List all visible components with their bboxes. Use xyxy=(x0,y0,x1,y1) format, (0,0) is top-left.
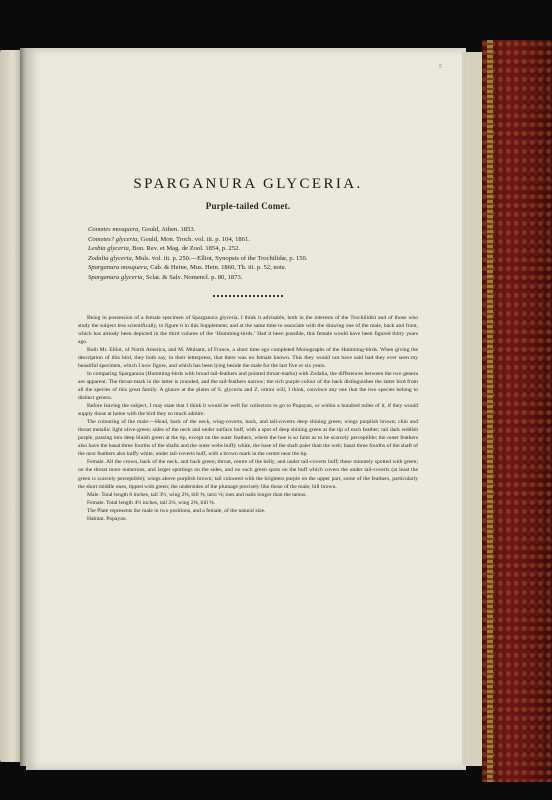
body-paragraph: The Plate represents the male in two positions, and a female, of the natural size. xyxy=(87,507,266,514)
body-paragraph: Before leaving the subject, I may state that I think it would be well for collectors to go to Popayan, or within a hundred miles of it, if they would supply those at home with the bird they so much admire. xyxy=(78,403,418,418)
book-cover-gilt-rule xyxy=(487,40,493,782)
page-content xyxy=(78,176,418,523)
synonym-item: Cometes? glyceria, Gould, Mon. Troch. vol. iii. p. 104, 1861. xyxy=(88,235,250,243)
left-page-edge xyxy=(0,50,22,762)
page-edges xyxy=(462,52,484,766)
folio-number: 5 xyxy=(439,64,442,70)
body-paragraph: Being in possession of a female specimen of Sparganura glyceria, I think it advisable, both in the interests of the Trochilidist and of those who study the subject less scientifically, to figure it in this Supplement, and at the same time to associate with the drawing one of the male, back and front, which has already been depicted in the third volume of the ‘Humming-birds.’ Had it been possible, this female would have been figured thirty years ago. xyxy=(78,314,418,345)
body-paragraph: Female. All the crown, back of the neck, and back green; throat, centre of the belly, and under tail-coverts buff; these minutely spotted with green; on the throat more numerous, and larger spottings on the sides, and no such green spots on the buff which covers the under tail-coverts (at least the green is scarcely perceptible); wings above purplish brown; tail coloured with the brightest purple on the upper part, some of the feathers, particularly the short middle ones, tipped with green; the undersides of the plumage precisely like those of the male; bill brown. xyxy=(78,459,418,490)
body-paragraph: The colouring of the male:—Head, back of the neck, wing-coverts, back, and tail-coverts deep shining green; wings purplish brown; chin and throat metallic light olive-green; sides of the neck and under surface buff, with a spot of deep shining green at the tip of each feather; tail dark reddish purple, passing into deep bluish green at the tip, except on the outer feathers, where the hue is so faint as to be scarcely perceptible; the outer feathers also have the basal three fourths of the shafts and the outer webs buffy white, the base of the shaft paler than the web; basal three fourths of the shaft of the next feathers also buffy white; under tail-coverts buff, with a brown mark in the centre near the tip. xyxy=(78,419,418,458)
body-paragraph: Habitat. Popayan. xyxy=(87,515,127,522)
synonym-item: Zodalia glyceria, Muls. vol. iii. p. 250.—Elliot, Synopsis of the Trochilidæ, p. 150. xyxy=(88,254,308,262)
ornamental-divider xyxy=(213,295,283,297)
body-paragraph: Female. Total length 4½ inches, tail 2⅛, wing 2⅝, bill ⅝. xyxy=(87,499,215,506)
page-title: SPARGANURA GLYCERIA. xyxy=(133,176,363,192)
body-text xyxy=(78,314,418,523)
synonym-item: Sparganura glyceria, Sclat. & Salv. Nomencl. p. 80, 1873. xyxy=(88,273,243,281)
body-paragraph: Male. Total length 6 inches, tail 3½, wing 2⅝, bill ⅝, tarsi ⅛; toes and nails longer than the tarsus. xyxy=(87,491,307,498)
body-paragraph: Both Mr. Elliot, of North America, and M. Mulsant, of France, a short time ago completed Monographs of the Humming-birds. When giving the description of this bird, they both say, in their letterpress, that there was no female known. This they would not have said had they ever seen my beautiful specimen, which I now figure, and which has been lying beside the male for the last five or six years. xyxy=(78,346,418,369)
page-subtitle: Purple-tailed Comet. xyxy=(205,201,291,211)
synonym-list xyxy=(88,225,418,283)
synonym-item: Cometes mosquera, Gould, Athen. 1853. xyxy=(88,226,196,233)
synonym-item: Lesbia glyceria, Bon. Rev. et Mag. de Zool. 1854, p. 252. xyxy=(88,245,240,253)
body-paragraph: In comparing Sparganura (Humming-birds with broad tail-feathers and pointed throat-marks) with Zodalia, the differences between the two genera are apparent. The throat-mark in the latter is rounded, and the tail-feathers narrow; the rich purple colour of the back distinguishes the latter bird from all the species of this great family. A glance at the plates of S. glyceria and Z. ortoni will, I think, convince any one that the two species belong to distinct genera. xyxy=(78,370,418,402)
synonym-item: Sparganura mosquera, Cab. & Heine, Mus. Hein. 1860, Th. iii. p. 52, note. xyxy=(88,264,287,272)
